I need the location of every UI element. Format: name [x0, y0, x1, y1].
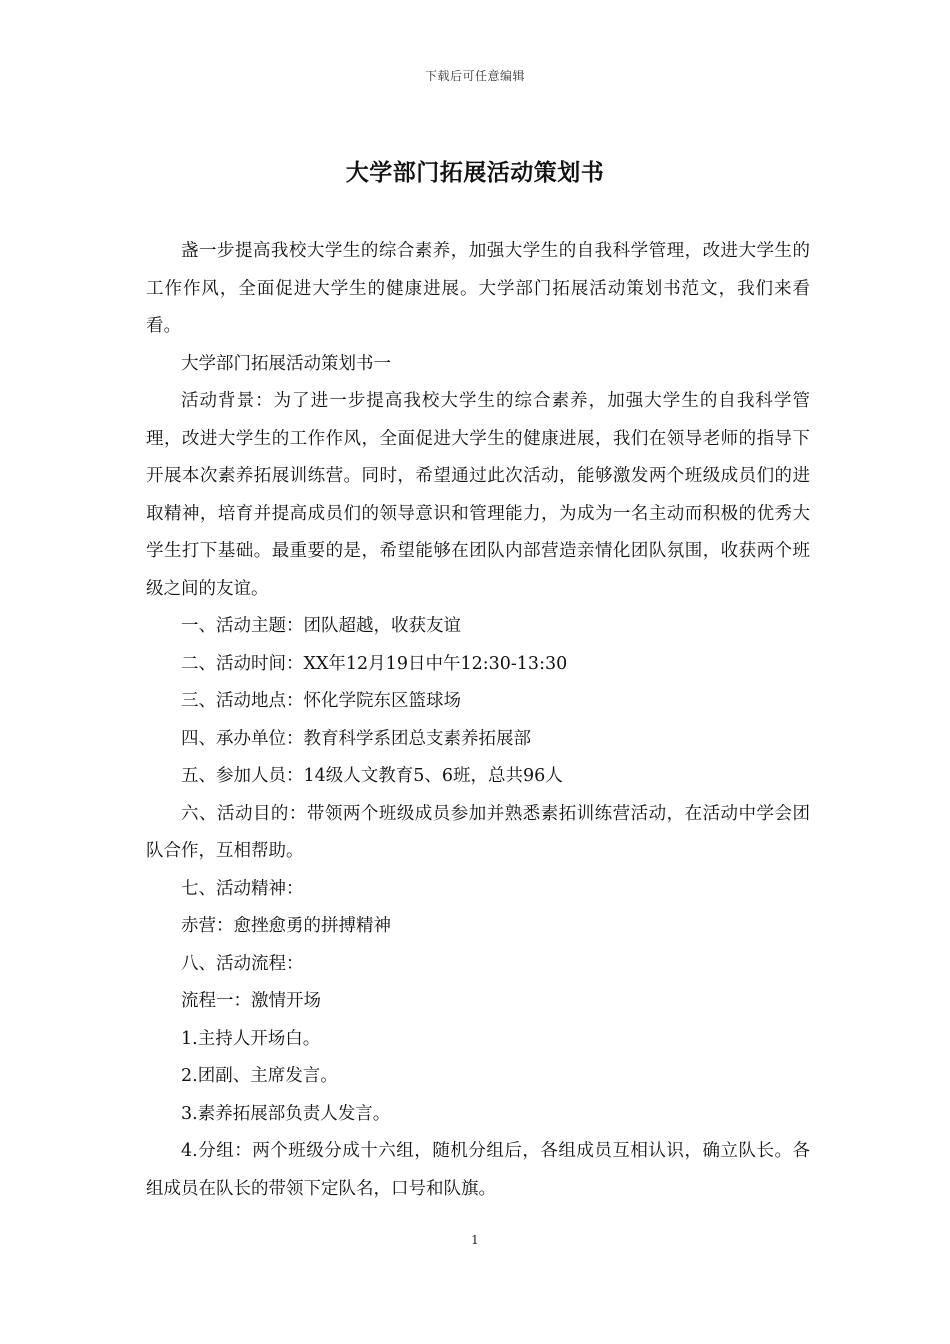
process-heading: 八、活动流程： [181, 953, 304, 974]
section-heading: 大学部门拓展活动策划书一 [181, 353, 391, 374]
document-title: 大学部门拓展活动策划书 [345, 159, 605, 186]
document-body [146, 233, 810, 1208]
spirit-heading: 七、活动精神： [181, 878, 304, 899]
background-paragraph: 活动背景：为了进一步提高我校大学生的综合素养，加强大学生的自我科学管理，改进大学生的工作作风，全面促进大学生的健康进展，我们在领导老师的指导下开展本次素养拓展训练营。同时，希望通过此次活动，能够激发两个班级成员们的进取精神，培育并提高成员们的领导意识和管理能力，为成为一名主动而积极的优秀大学生打下基础。最重要的是，希望能够在团队内部营造亲情化团队氛围，收获两个班级之间的友谊。 [146, 391, 810, 599]
list-item: 1.主持人开场白。 [181, 1028, 321, 1049]
intro-paragraph: 盏一步提高我校大学生的综合素养，加强大学生的自我科学管理，改进大学生的工作作风，全面促进大学生的健康进展。大学部门拓展活动策划书范文，我们来看看。 [146, 241, 810, 336]
list-item: 4.分组：两个班级分成十六组，随机分组后，各组成员互相认识，确立队长。各组成员在队长的带领下定队名，口号和队旗。 [146, 1141, 810, 1199]
location-line: 三、活动地点：怀化学院东区篮球场 [181, 691, 461, 711]
page-number: 1 [471, 1233, 479, 1247]
list-item: 3.素养拓展部负责人发言。 [181, 1103, 391, 1124]
spirit-line: 赤营：愈挫愈勇的拼搏精神 [181, 916, 391, 936]
participants-line: 五、参加人员：14级人文教育5、6班，总共96人 [181, 766, 563, 786]
process-step-one: 流程一：激情开场 [181, 991, 321, 1011]
purpose-paragraph: 六、活动目的：带领两个班级成员参加并熟悉素拓训练营活动，在活动中学会团队合作，互相帮助。 [146, 803, 810, 861]
organizer-line: 四、承办单位：教育科学系团总支素养拓展部 [181, 728, 531, 749]
list-item: 2.团副、主席发言。 [181, 1066, 338, 1086]
time-line: 二、活动时间：XX年12月19日中午12:30-13:30 [181, 653, 568, 674]
header-note: 下载后可任意编辑 [424, 69, 525, 83]
theme-line: 一、活动主题：团队超越，收获友谊 [181, 616, 461, 636]
